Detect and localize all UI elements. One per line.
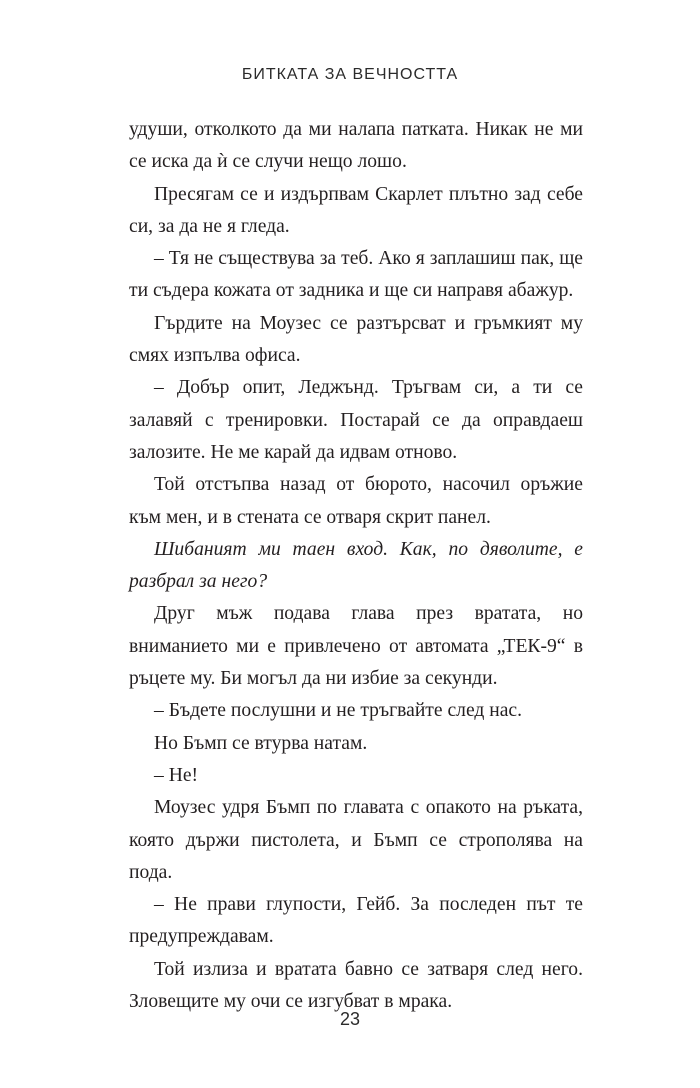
- paragraph: удуши, отколкото да ми налапа патката. Никак не ми се иска да ѝ се случи нещо лошо.: [129, 119, 583, 173]
- paragraph: Гърдите на Моузес се разтърсват и гръмкият му смях изпълва офиса.: [129, 312, 583, 367]
- paragraph: Той излиза и вратата бавно се затваря след него. Зловещите му очи се изгубват в мрака.: [129, 958, 583, 1013]
- page-number: 23: [339, 1009, 361, 1029]
- running-header: БИТКАТА ЗА ВЕЧНОСТТА: [241, 66, 459, 83]
- paragraph: – Тя не съществува за теб. Ако я заплашиш пак, ще ти съдера кожата от задника и ще си направя абажур.: [129, 248, 583, 302]
- paragraph-italic-thought: Шибаният ми таен вход. Как, по дяволите, е разбрал за него?: [129, 538, 583, 593]
- paragraph: – Не прави глупости, Гейб. За последен път те предупреждавам.: [129, 894, 583, 948]
- paragraph: Пресягам се и издърпвам Скарлет плътно зад себе си, за да не я гледа.: [129, 183, 583, 237]
- body-text: [129, 114, 583, 1018]
- paragraph: – Бъдете послушни и не тръгвайте след нас.: [154, 700, 523, 722]
- paragraph: Моузес удря Бъмп по главата с опакото на ръката, която държи пистолета, и Бъмп се строполява на пода.: [129, 797, 583, 883]
- paragraph: Той отстъпва назад от бюрото, насочил оръжие към мен, и в стената се отваря скрит панел.: [129, 474, 583, 528]
- paragraph: Но Бъмп се втурва натам.: [154, 732, 368, 754]
- paragraph: – Добър опит, Леджънд. Тръгвам си, а ти се залавяй с тренировки. Постарай се да оправдаеш залозите. Не ме карай да идвам отново.: [129, 377, 583, 463]
- paragraph: Друг мъж подава глава през вратата, но вниманието ми е привлечено от автомата „ТЕК-9“ в ръцете му. Би могъл да ни избие за секунди.: [129, 603, 583, 690]
- paragraph: – Не!: [154, 764, 199, 786]
